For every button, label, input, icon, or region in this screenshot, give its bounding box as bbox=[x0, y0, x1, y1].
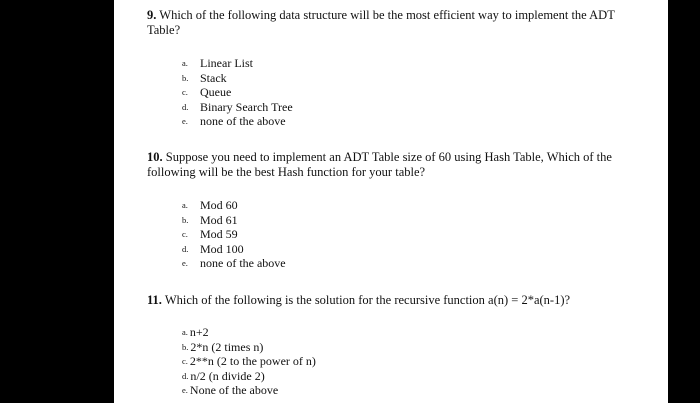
option-item bbox=[182, 114, 293, 129]
option-item bbox=[182, 198, 286, 213]
option-letter: e. bbox=[182, 385, 188, 395]
option-letter: a. bbox=[182, 327, 188, 337]
option-item bbox=[182, 256, 286, 271]
option-item bbox=[182, 213, 286, 228]
option-item bbox=[182, 100, 293, 115]
right-black-border bbox=[668, 0, 700, 403]
option-text: Mod 59 bbox=[200, 227, 238, 241]
option-text: Stack bbox=[200, 70, 227, 85]
question-9 bbox=[147, 8, 637, 38]
question-number: 11. bbox=[147, 293, 162, 307]
option-text: none of the above bbox=[200, 114, 286, 128]
option-letter: e. bbox=[182, 258, 188, 268]
option-item bbox=[182, 71, 293, 86]
option-item bbox=[182, 354, 316, 369]
option-letter: a. bbox=[182, 200, 188, 210]
question-11 bbox=[147, 293, 637, 308]
question-9-options bbox=[182, 56, 293, 129]
option-letter: a. bbox=[182, 58, 188, 68]
question-10 bbox=[147, 150, 637, 180]
option-letter: b. bbox=[182, 341, 189, 352]
option-item bbox=[182, 85, 293, 100]
option-text: n/2 (n divide 2) bbox=[190, 368, 265, 383]
option-text: 2**n (2 to the power of n) bbox=[189, 354, 316, 368]
option-letter: e. bbox=[182, 116, 188, 126]
option-letter: b. bbox=[182, 72, 189, 83]
option-text: Mod 100 bbox=[200, 241, 244, 256]
option-item bbox=[182, 340, 316, 355]
option-text: n+2 bbox=[189, 325, 209, 339]
option-text: Mod 61 bbox=[200, 212, 238, 227]
option-letter: d. bbox=[182, 243, 189, 254]
document-page bbox=[114, 0, 668, 403]
option-item bbox=[182, 227, 286, 242]
option-text: none of the above bbox=[200, 256, 286, 270]
question-number: 9. bbox=[147, 8, 157, 22]
question-text: Which of the following is the solution for the recursive function a(n) = 2*a(n-1)? bbox=[164, 293, 571, 307]
option-text: Queue bbox=[200, 85, 232, 99]
option-item bbox=[182, 383, 316, 398]
option-item bbox=[182, 56, 293, 71]
option-letter: b. bbox=[182, 214, 189, 225]
question-text: Suppose you need to implement an ADT Table size of 60 using Hash Table, Which of the following will be the best Hash function for your table? bbox=[147, 150, 612, 179]
option-letter: c. bbox=[182, 356, 188, 366]
option-text: None of the above bbox=[189, 383, 279, 397]
question-11-options bbox=[182, 325, 316, 398]
option-item bbox=[182, 242, 286, 257]
question-text: Which of the following data structure will be the most efficient way to implement the ADT Table? bbox=[147, 8, 615, 37]
left-black-border bbox=[0, 0, 114, 403]
option-letter: c. bbox=[182, 229, 188, 239]
question-number: 10. bbox=[147, 150, 163, 164]
option-text: Mod 60 bbox=[200, 198, 238, 212]
option-item bbox=[182, 325, 316, 340]
option-text: Binary Search Tree bbox=[200, 99, 293, 114]
option-letter: d. bbox=[182, 101, 189, 112]
option-letter: c. bbox=[182, 87, 188, 97]
option-item bbox=[182, 369, 316, 384]
option-text: 2*n (2 times n) bbox=[190, 339, 264, 354]
option-text: Linear List bbox=[200, 56, 253, 70]
question-10-options bbox=[182, 198, 286, 271]
option-letter: d. bbox=[182, 370, 189, 381]
